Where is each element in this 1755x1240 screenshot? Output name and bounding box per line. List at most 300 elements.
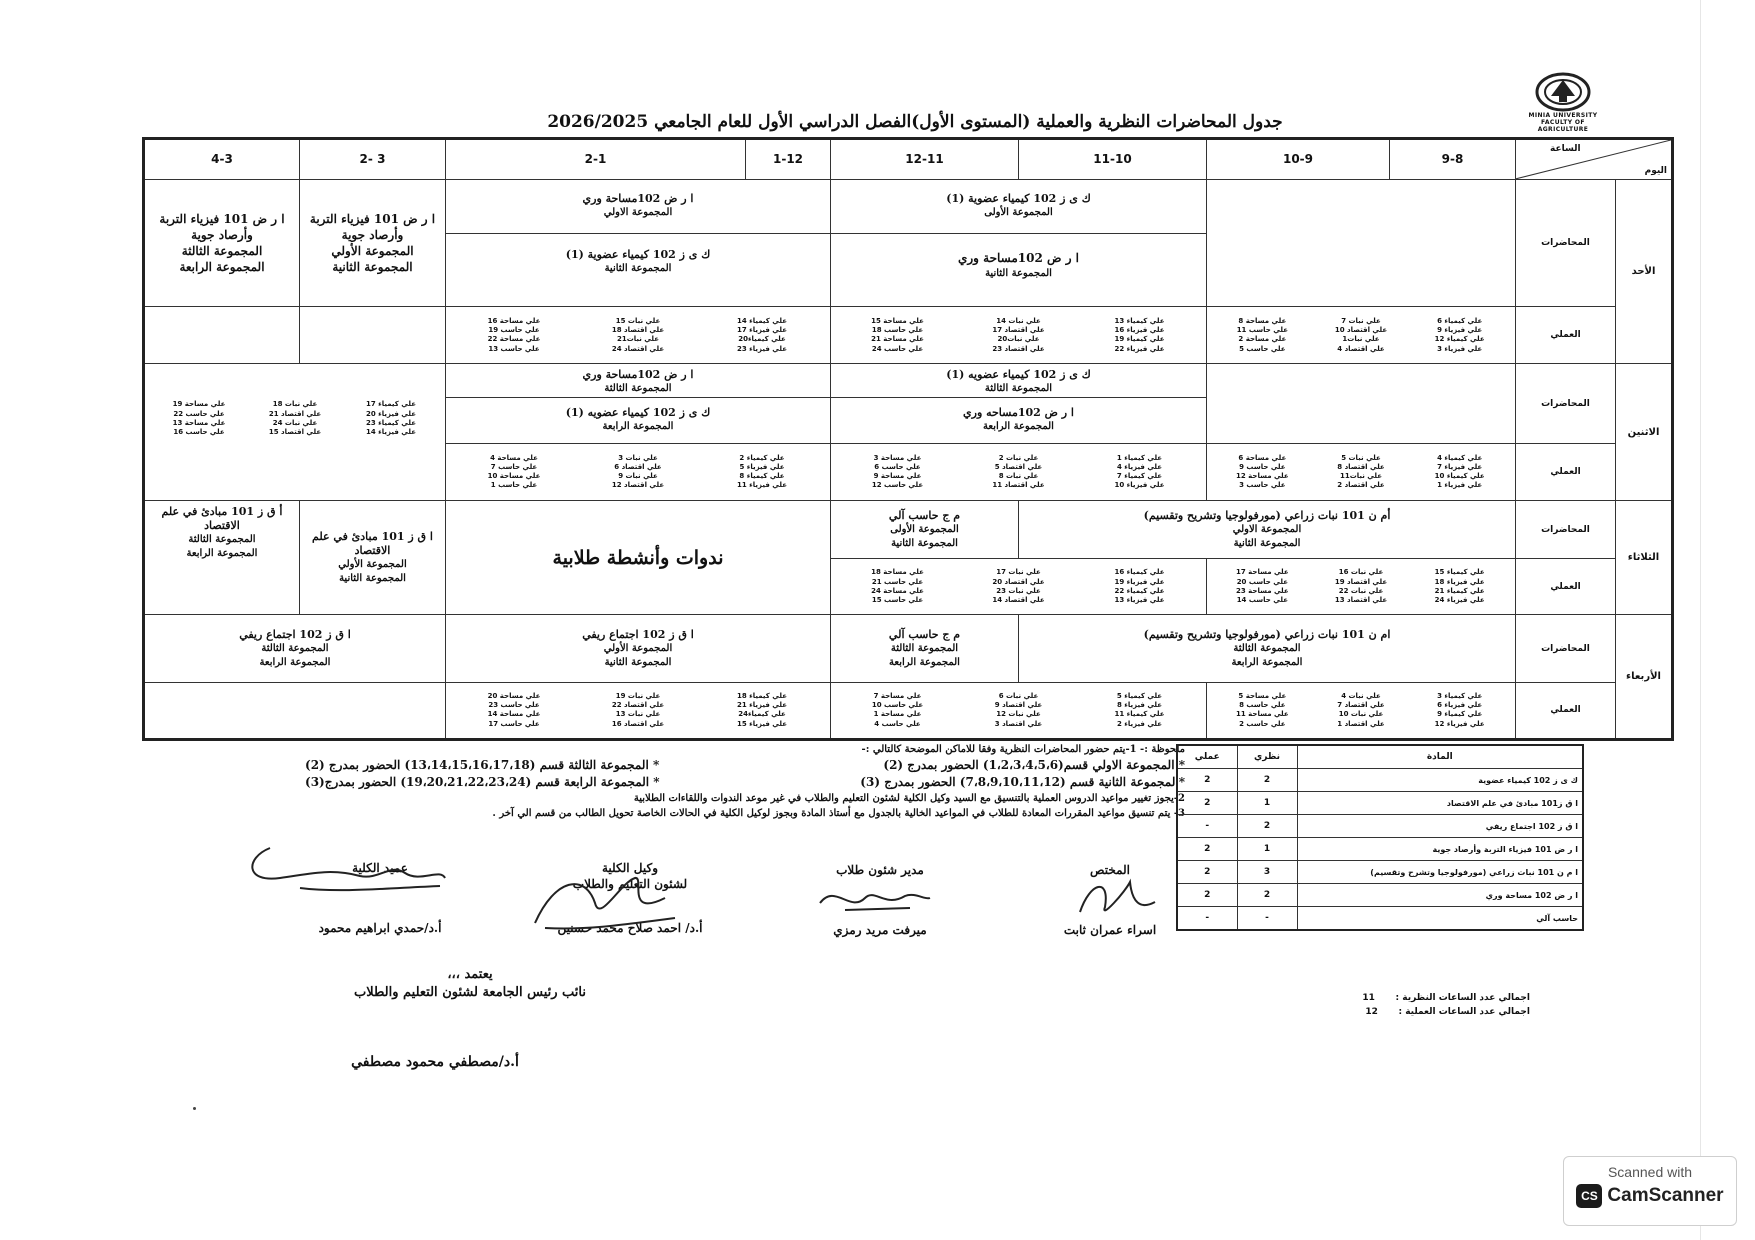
lab-entry: علي اقتصاد 14 (992, 596, 1045, 605)
lab-entry: علي اقتصاد 15 (268, 428, 322, 437)
lab-cell (446, 682, 831, 739)
lab-entry: علي نبات21 (616, 335, 660, 344)
lecture-title: ا ر ض 101 فيزياء التربة وأرصاد جوية (309, 212, 436, 243)
signature-scribble-icon (815, 878, 935, 918)
lab-entry: علي كيمياء 11 (1114, 710, 1165, 719)
lab-entry: علي كيمياء 19 (1114, 335, 1165, 344)
day-wednesday: الأربعاء (1616, 615, 1673, 740)
subject-name: ا ق ز101 مبادئ في علم الاقتصاد (1297, 792, 1583, 815)
lecture-cell (300, 179, 446, 307)
subject-row (1177, 884, 1583, 907)
lab-entry: علي نبات 7 (1341, 316, 1381, 325)
note-group-2: *المجموعة الثانية قسم (7،8،9،10،11،12) الحضور بمدرج (3) (860, 775, 1185, 789)
hour-label: الساعة (1550, 144, 1581, 154)
lab-entry: علي اقتصاد 2 (1337, 481, 1385, 490)
lab-entry: علي حاسب 20 (1236, 577, 1288, 586)
signature-title: المختص (1090, 863, 1130, 877)
day-label: اليوم (1644, 165, 1667, 176)
empty-cell (144, 307, 300, 364)
lab-entry: علي فيزياء 10 (1114, 481, 1165, 490)
lab-entry: علي كيمياء 12 (1434, 335, 1485, 344)
lecture-group: المجموعة الرابعة (1231, 656, 1303, 668)
lab-entry: علي فيزياء 16 (1114, 326, 1165, 335)
lab-entry: علي مساحة 15 (871, 316, 924, 325)
lab-cell (831, 682, 1207, 739)
lecture-group: المجموعة الأولى (984, 207, 1053, 219)
lab-entry: علي حاسب 12 (871, 481, 924, 490)
lab-entry: علي حاسب 10 (871, 701, 924, 710)
lecture-group: المجموعة الرابعة (602, 420, 674, 432)
lab-entry: علي اقتصاد 9 (994, 701, 1043, 710)
note-1: ملحوظة :- 1-يتم حضور المحاضرات النظرية وفقا للاماكن الموضحة كالتالي :- (861, 744, 1185, 755)
approval-line2: نائب رئيس الجامعة لشئون التعليم والطلاب (353, 985, 586, 1000)
lecture-title: ا ق ز 102 اجتماع ريفي (582, 627, 694, 641)
subject-theory: 3 (1237, 861, 1297, 884)
camscanner-badge (1563, 1156, 1737, 1226)
subject-row (1177, 838, 1583, 861)
lab-entry: علي مساحة 4 (490, 453, 538, 462)
lecture-group: المجموعة الأولى (890, 523, 959, 535)
subject-theory: 1 (1237, 792, 1297, 815)
lab-entry: علي مساحة 9 (873, 472, 922, 481)
tuesday-lecture-row (144, 501, 1673, 559)
lab-entry: علي حاسب 13 (488, 344, 540, 353)
lab-entry: علي حاسب 24 (871, 344, 924, 353)
lecture-group: المجموعة الثالثة (604, 382, 672, 394)
lecture-title: ا ر ض 102مساحة وري (957, 251, 1080, 266)
lab-entry: علي نبات 14 (996, 316, 1041, 325)
lecture-title: م ج حاسب آلي (888, 508, 961, 522)
lecture-cell (1019, 501, 1516, 559)
lecture-title: ام ن 101 نبات زراعي (مورفولوجيا وتشريح وتقسيم) (1143, 627, 1391, 641)
signature-scribble-icon (1070, 872, 1160, 922)
lab-entry: علي مساحة 7 (873, 691, 922, 700)
lab-grid (446, 692, 830, 729)
lab-entry: علي مساحة 21 (871, 335, 924, 344)
lab-entry: علي نبات 19 (615, 691, 661, 700)
lab-entry: علي كيمياء 16 (1114, 568, 1165, 577)
note-group-4: * المجموعة الرابعة قسم (19،20،21،22،23،24) الحضور بمدرج(3) (305, 775, 660, 789)
approval-block (300, 966, 640, 1002)
lab-entry: علي كيمياء 13 (1114, 316, 1165, 325)
lecture-title: ك ى ز 102 كيمياء عضوية (1) (946, 192, 1091, 206)
lab-grid (446, 454, 830, 491)
lab-cell (446, 307, 831, 364)
signature-name: أ.د/ احمد صلاح محمد حسنين (557, 921, 703, 935)
note-3: 3- يتم تنسيق مواعيد المقررات المعادة للطلاب في المواعيد الخالية بالجدول مع أستاذ المادة وبجوز لوكيل الكلية في الحالات الخاصة تحويل الطالب من قسم الي آخر . (492, 808, 1185, 819)
lab-entry: علي مساحة 19 (172, 400, 226, 409)
lab-entry: علي حاسب 9 (1239, 462, 1286, 471)
lab-entry: علي كيمياء24 (738, 710, 786, 719)
lab-entry: علي حاسب 19 (488, 326, 540, 335)
lab-entry: علي كيمياء 7 (1116, 472, 1163, 481)
lab-cell (1207, 559, 1516, 615)
lab-entry: علي حاسب 11 (1236, 326, 1288, 335)
notes-block (305, 742, 1185, 821)
logo-line2: FACULTY OF AGRICULTURE (1537, 119, 1589, 133)
subject-row (1177, 861, 1583, 884)
camscanner-brand-row (1564, 1184, 1736, 1208)
note-group-1: * المجموعة الاولي قسم(1،2،3،4،5،6) الحضور بمدرج (2) (883, 758, 1185, 772)
lab-cell (144, 364, 446, 501)
lecture-cell (446, 615, 831, 682)
lab-grid (1207, 692, 1515, 729)
lecture-cell (144, 615, 446, 682)
lab-entry: علي فيزياء 18 (1434, 577, 1485, 586)
lab-entry: علي كيمياء 4 (1437, 453, 1483, 462)
lab-entry: علي مساحة 13 (172, 419, 226, 428)
lab-entry: علي حاسب 4 (874, 719, 921, 728)
lab-entry: علي فيزياء 4 (1116, 462, 1163, 471)
lab-entry: علي مساحة 5 (1238, 691, 1287, 700)
totals-lab-value: 12 (1365, 1007, 1378, 1017)
type-lab: العملي (1516, 682, 1616, 739)
lab-cell (831, 559, 1207, 615)
student-activities-cell: ندوات وأنشطة طلابية (446, 501, 831, 615)
lab-entry: علي حاسب 7 (490, 462, 538, 471)
lecture-cell (831, 364, 1207, 444)
lab-cell (446, 444, 831, 501)
notes-group-row (305, 774, 1185, 791)
lab-entry: علي كيمياء 21 (1434, 586, 1485, 595)
lab-entry: علي مساحة 12 (1235, 472, 1289, 481)
subject-lab: 2 (1177, 861, 1237, 884)
lecture-group: المجموعة الرابعة (186, 548, 258, 560)
lab-entry: علي اقتصاد 22 (611, 701, 665, 710)
lecture-group: المجموعة الثانية (604, 263, 672, 275)
lab-entry: علي فيزياء 7 (1437, 462, 1483, 471)
lab-entry: علي فيزياء 3 (1437, 344, 1483, 353)
lab-entry: علي فيزياء 15 (737, 719, 787, 728)
lab-entry: علي نبات 13 (615, 710, 661, 719)
lab-entry: علي نبات20 (997, 335, 1040, 344)
lab-entry: علي اقتصاد 17 (992, 326, 1045, 335)
lecture-title: ك ى ز 102 كيمياء عضوية (1) (565, 248, 711, 262)
lab-entry: علي فيزياء 17 (737, 326, 787, 335)
lab-grid (831, 317, 1206, 354)
lab-entry: علي مساحة 1 (873, 710, 922, 719)
subject-name: ا ر ض 102 مساحة وري (1297, 884, 1583, 907)
lab-entry: علي مساحة 6 (1238, 453, 1287, 462)
lab-entry: علي حاسب 5 (1239, 344, 1286, 353)
totals-block (1330, 991, 1530, 1019)
lab-entry: علي مساحة 24 (871, 586, 924, 595)
lab-entry: علي فيزياء 12 (1434, 719, 1485, 728)
subject-lab: - (1177, 815, 1237, 838)
wednesday-lecture-row (144, 615, 1673, 682)
lab-entry: علي كيمياء 22 (1114, 586, 1165, 595)
lab-entry: علي مساحة 22 (487, 335, 541, 344)
lecture-title: ا ر ض 102مساحة وري (582, 367, 694, 381)
subjects-lab-header: عملي (1177, 745, 1237, 769)
type-lecture: المحاضرات (1516, 364, 1616, 444)
note-group-3: * المجموعة الثالثة قسم (13،14،15،16،17،18) الحضور بمدرج (2) (305, 758, 660, 772)
slot-header: 10-9 (1207, 139, 1390, 180)
lab-entry: علي نبات 10 (1338, 710, 1384, 719)
signature-name: اسراء عمران ثابت (1063, 923, 1157, 937)
lecture-cell (300, 501, 446, 615)
subject-row (1177, 815, 1583, 838)
lab-grid (1207, 317, 1515, 354)
lab-entry: علي نبات 6 (998, 691, 1039, 700)
lecture-cell (144, 179, 300, 307)
lecture-title: ا ر ض 102مساحه وري (963, 405, 1074, 419)
lab-entry: علي حاسب 16 (173, 428, 225, 437)
signature-title-2: لشئون التعليم والطلاب (572, 877, 688, 891)
lecture-group: المجموعة الرابعة (259, 656, 331, 668)
lab-entry: علي مساحة 18 (871, 568, 924, 577)
lecture-cell (831, 179, 1207, 307)
subjects-header (1177, 745, 1583, 769)
lecture-group: المجموعة الرابعة (889, 656, 960, 668)
lecture-group: المجموعة الثانية (332, 260, 413, 275)
lab-entry: علي مساحة 20 (487, 691, 541, 700)
totals-theory-row (1330, 991, 1530, 1005)
lab-entry: علي كيمياء 17 (365, 400, 417, 409)
lab-entry: علي كيمياء20 (738, 335, 786, 344)
camscanner-icon: CS (1576, 1184, 1602, 1208)
lab-entry: علي مساحة 10 (487, 472, 541, 481)
subject-name: حاسب آلي (1297, 907, 1583, 931)
subjects-name-header: المادة (1297, 745, 1583, 769)
corner-cell (1516, 139, 1673, 180)
lecture-group: المجموعة الثانية (985, 268, 1052, 280)
lab-entry: علي اقتصاد 20 (992, 577, 1045, 586)
subjects-theory-header: نظري (1237, 745, 1297, 769)
lab-entry: علي كيمياء 9 (1437, 710, 1483, 719)
lab-entry: علي فيزياء 2 (1116, 719, 1163, 728)
document-title: جدول المحاضرات النظرية والعملية (المستوى الأول)الفصل الدراسي الأول للعام الجامعي 2026/2025 (547, 112, 1283, 132)
subjects-table (1176, 744, 1584, 931)
subject-name: ا م ن 101 نبات زراعي (مورفولوجيا وتشرح وتقسيم) (1297, 861, 1583, 884)
lab-entry: علي كيمياء 18 (736, 691, 788, 700)
lecture-title: أ ق ز 101 مبادئ في علم الاقتصاد (161, 505, 283, 533)
signature-scribble-icon (525, 868, 685, 938)
lecture-cell (831, 501, 1019, 559)
lecture-group: المجموعة الثانية (1233, 537, 1301, 549)
empty-cell (144, 682, 446, 739)
subject-row (1177, 792, 1583, 815)
lab-entry: علي نبات 5 (1341, 453, 1381, 462)
lab-entry: علي حاسب 15 (871, 596, 924, 605)
lab-entry: علي اقتصاد 24 (611, 344, 665, 353)
lab-entry: علي فيزياء 11 (737, 481, 787, 490)
subject-theory: 2 (1237, 884, 1297, 907)
signature-title: عميد الكلية (352, 861, 408, 875)
notes-group-row (305, 757, 1185, 774)
lab-grid (831, 568, 1206, 605)
lab-entry: علي نبات 4 (1341, 691, 1381, 700)
lab-entry: علي اقتصاد 18 (611, 326, 665, 335)
lecture-group: المجموعة الثالثة (984, 382, 1053, 394)
lab-entry: علي اقتصاد 23 (992, 344, 1045, 353)
lab-grid (446, 317, 830, 354)
subject-theory: - (1237, 907, 1297, 931)
type-lecture: المحاضرات (1516, 501, 1616, 559)
lab-entry: علي اقتصاد 4 (1337, 344, 1385, 353)
lecture-group: المجموعة الثالثة (1233, 642, 1301, 654)
lab-cell (1207, 307, 1516, 364)
type-lecture: المحاضرات (1516, 179, 1616, 307)
subject-lab: - (1177, 907, 1237, 931)
lab-entry: علي فيزياء 1 (1437, 481, 1483, 490)
lab-entry: علي نبات11 (1339, 472, 1383, 481)
lab-entry: علي نبات 2 (998, 453, 1039, 462)
wednesday-lab-row (144, 682, 1673, 739)
day-monday: الاثنين (1616, 364, 1673, 501)
lab-entry: علي كيمياء 3 (1437, 691, 1483, 700)
day-tuesday: الثلاثاء (1616, 501, 1673, 615)
subject-theory: 2 (1237, 815, 1297, 838)
subject-row (1177, 907, 1583, 931)
subject-lab: 2 (1177, 884, 1237, 907)
lab-entry: علي مساحة 8 (1238, 316, 1287, 325)
lab-entry: علي حاسب 17 (488, 719, 540, 728)
monday-lecture-row (144, 364, 1673, 444)
lab-entry: علي فيزياء 9 (1437, 326, 1483, 335)
lab-entry: علي فيزياء 23 (737, 344, 787, 353)
totals-lab-row (1330, 1005, 1530, 1019)
lab-entry: علي حاسب 23 (488, 701, 540, 710)
lab-entry: علي فيزياء 19 (1114, 577, 1165, 586)
lab-entry: علي مساحة 11 (1235, 710, 1289, 719)
lab-entry: علي اقتصاد 13 (1334, 596, 1388, 605)
lab-entry: علي نبات 8 (998, 472, 1039, 481)
sunday-lab-row (144, 307, 1673, 364)
lab-entry: علي حاسب 8 (1239, 701, 1286, 710)
subject-lab: 2 (1177, 792, 1237, 815)
lab-entry: علي حاسب 1 (490, 481, 538, 490)
lab-entry: علي نبات 22 (1338, 586, 1384, 595)
totals-theory-value: 11 (1362, 993, 1375, 1003)
lab-cell (1207, 682, 1516, 739)
lecture-group: المجموعة الرابعة (983, 420, 1054, 432)
slot-header: 4-3 (144, 139, 300, 180)
lab-entry: علي اقتصاد 10 (1334, 326, 1388, 335)
lab-entry: علي اقتصاد 1 (1337, 719, 1385, 728)
lab-entry: علي نبات 23 (996, 586, 1041, 595)
lab-entry: علي نبات 15 (615, 316, 661, 325)
lab-entry: علي مساحة 23 (1235, 586, 1289, 595)
lab-entry: علي اقتصاد 11 (992, 481, 1045, 490)
type-lab: العملي (1516, 444, 1616, 501)
signature-title: وكيل الكلية (601, 861, 659, 875)
lecture-cell (144, 501, 300, 615)
lab-entry: علي حاسب 3 (1239, 481, 1286, 490)
subject-theory: 2 (1237, 769, 1297, 792)
lab-grid (1207, 454, 1515, 491)
header-row (144, 139, 1673, 180)
lab-entry: علي اقتصاد 5 (994, 462, 1043, 471)
lab-grid (831, 454, 1206, 491)
lab-entry: علي فيزياء 22 (1114, 344, 1165, 353)
lecture-title: ا ق ز 102 اجتماع ريفي (239, 627, 351, 641)
lab-entry: علي فيزياء 21 (737, 701, 787, 710)
lecture-cell (446, 364, 831, 444)
type-lab: العملي (1516, 307, 1616, 364)
signature-title: مدير شئون طلاب (836, 863, 924, 877)
lecture-group: المجموعة الثانية (339, 572, 406, 584)
lecture-group: المجموعة الثانية (891, 537, 958, 549)
lab-entry: علي فيزياء 13 (1114, 596, 1165, 605)
lecture-title: ك ى ز 102 كيمياء عضويه (1) (946, 367, 1091, 381)
lab-entry: علي اقتصاد 3 (994, 719, 1043, 728)
logo-emblem-icon (1533, 70, 1593, 112)
subject-theory: 1 (1237, 838, 1297, 861)
totals-theory-label: اجمالي عدد الساعات النظرية : (1395, 993, 1530, 1003)
slot-header: 11-10 (1019, 139, 1207, 180)
lab-entry: علي فيزياء 24 (1434, 596, 1485, 605)
lab-entry: علي كيمياء 23 (365, 419, 417, 428)
subject-lab: 2 (1177, 769, 1237, 792)
subject-name: ك ى ز 102 كيمياء عضوية (1297, 769, 1583, 792)
lab-entry: علي حاسب 21 (871, 577, 924, 586)
day-sunday: الأحد (1616, 179, 1673, 364)
lab-entry: علي فيزياء 14 (366, 428, 416, 437)
lab-entry: علي كيمياء 15 (1434, 568, 1485, 577)
lab-entry: علي اقتصاد 12 (611, 481, 665, 490)
lab-entry: علي نبات 17 (996, 568, 1041, 577)
lecture-group: المجموعة الأولي (603, 642, 673, 654)
empty-cell (1207, 179, 1516, 307)
lab-entry: علي فيزياء 6 (1437, 701, 1483, 710)
lecture-group: المجموعة الاولي (603, 207, 673, 219)
lab-cell (1207, 444, 1516, 501)
subject-name: ا ر ض 101 فيزياء التربة وأرصاد جوية (1297, 838, 1583, 861)
note-2: 2-يجوز تغيير مواعيد الدروس العملية بالتنسيق مع السيد وكيل الكلية لشئون التعليم والطلاب في غير موعد الندوات واللقاءات الطلابية (633, 793, 1185, 804)
slot-header: 3 -2 (300, 139, 446, 180)
lecture-cell (831, 615, 1019, 682)
lecture-group: المجموعة الثانية (604, 656, 672, 668)
lab-entry: علي نبات 16 (1338, 568, 1384, 577)
signature-name: ميرفت مريد رمزي (833, 923, 927, 937)
lab-grid (145, 400, 445, 437)
lab-entry: علي اقتصاد 8 (1337, 462, 1385, 471)
lab-entry: علي حاسب 18 (871, 326, 924, 335)
lab-entry: علي اقتصاد 19 (1334, 577, 1388, 586)
lab-entry: علي حاسب 14 (1236, 596, 1288, 605)
lecture-group: المجموعة الاولي (1232, 523, 1302, 535)
empty-cell (300, 307, 446, 364)
lab-entry: علي مساحة 17 (1235, 568, 1289, 577)
logo-line1: MINIA UNIVERSITY (1528, 112, 1598, 119)
lab-entry: علي مساحة 14 (487, 710, 541, 719)
lab-entry: علي فيزياء 5 (739, 462, 785, 471)
subject-row (1177, 769, 1583, 792)
signature-name: أ.د/حمدي ابراهيم محمود (318, 921, 442, 935)
lab-entry: علي كيمياء 1 (1116, 453, 1163, 462)
lecture-title: ا ر ض 101 فيزياء التربة وأرصاد جوية (159, 212, 285, 243)
lecture-group: المجموعة الأولي (331, 244, 414, 259)
lab-entry: علي كيمياء 5 (1116, 691, 1163, 700)
lecture-title: ك ى ز 102 كيمياء عضويه (1) (565, 405, 711, 419)
lecture-title: أم ن 101 نبات زراعي (مورفولوجيا وتشريح وتقسيم) (1143, 508, 1391, 522)
lab-entry: علي مساحة 2 (1238, 335, 1287, 344)
lab-entry: علي نبات 24 (272, 419, 318, 428)
totals-lab-label: اجمالي عدد الساعات العملية : (1398, 1007, 1530, 1017)
lab-entry: علي نبات 12 (996, 710, 1041, 719)
camscanner-brand: CamScanner (1607, 1185, 1724, 1206)
scan-speck (193, 1107, 196, 1110)
slot-header: 12-11 (831, 139, 1019, 180)
lecture-group: المجموعة الأولي (338, 558, 407, 570)
lab-entry: علي فيزياء 8 (1116, 701, 1163, 710)
lecture-title: ا ق ز 101 مبادئ في علم الاقتصاد (312, 529, 433, 557)
lab-entry: علي كيمياء 2 (739, 453, 785, 462)
lab-entry: علي حاسب 22 (173, 409, 225, 418)
lecture-group: المجموعة الرابعة (179, 260, 265, 275)
slot-header: 9-8 (1390, 139, 1516, 180)
